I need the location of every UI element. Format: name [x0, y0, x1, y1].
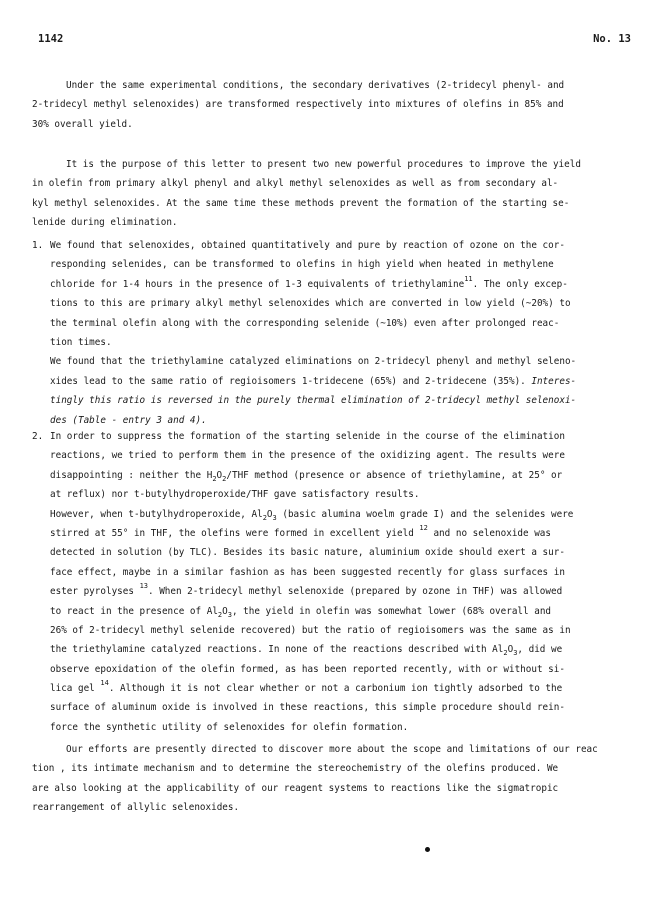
reference-superscript: 14 — [100, 679, 109, 688]
text-line: 26% of 2-tridecyl methyl selenide recovered) but the ratio of regioisomers was the same as in — [50, 624, 571, 636]
reference-superscript: 11 — [464, 274, 473, 283]
paragraph-secondary-derivatives — [32, 76, 640, 134]
text-line: observe epoxidation of the olefin formed, as has been reported recently, with or without si- — [50, 663, 565, 675]
text-line: tions to this are primary alkyl methyl selenoxides which are converted in low yield (~20%) to — [50, 298, 571, 310]
item-number: 1. — [32, 240, 44, 251]
reference-superscript: 13 — [139, 582, 148, 591]
text-line: It is the purpose of this letter to present two new powerful procedures to improve the yield — [66, 159, 581, 170]
text-line: We found that the triethylamine catalyzed eliminations on 2-tridecyl phenyl and methyl seleno- — [50, 356, 577, 368]
text-line: tion , its intimate mechanism and to determine the stereochemistry of the olefins produced. We — [32, 763, 559, 775]
text-line: to react in the presence of $Al_2O_3$, the yield in olefin was somewhat lower (68% overall and — [50, 605, 552, 619]
text-line: We found that selenoxides, obtained quantitatively and pure by reaction of ozone on the cor- — [50, 240, 565, 251]
reference-superscript: 12 — [419, 523, 428, 532]
text-line: Under the same experimental conditions, the secondary derivatives (2-tridecyl phenyl- and — [66, 80, 565, 91]
text-line: des (Table - entry 3 and 4). — [50, 414, 207, 426]
text-line: in olefin from primary alkyl phenyl and alkyl methyl selenoxides as well as from secondary al- — [32, 178, 559, 190]
text-line: force the synthetic utility of selenoxides for olefin formation. — [50, 721, 409, 733]
text-line: However, when t-butylhydroperoxide, $Al_2O_3$ (basic alumina woelm grade I) and the selenides were — [50, 508, 574, 522]
text-line: face effect, maybe in a similar fashion as has been suggested recently for glass surfaces in — [50, 566, 565, 578]
numbered-item-1 — [32, 236, 640, 430]
paragraph-future-efforts — [32, 740, 640, 818]
paragraph-purpose — [32, 155, 640, 233]
issue-number: No. 13 — [593, 33, 631, 45]
page-number: 1142 — [38, 33, 64, 45]
text-line: tion times. — [50, 336, 112, 348]
text-line: disappointing : neither the $H_2O_2$/THF method (presence or absence of triethylamine, at 25° or — [50, 469, 563, 483]
text-line: at reflux) nor t-butylhydroperoxide/THF gave satisfactory results. — [50, 489, 420, 501]
text-line: stirred at 55° in THF, the olefins were formed in excellent yield $^{12}$ and no selenoxide was — [50, 523, 551, 539]
text-line: lenide during elimination. — [32, 217, 178, 229]
text-line: 2-tridecyl methyl selenoxides) are transformed respectively into mixtures of olefins in 85% and — [32, 99, 564, 111]
decorative-dot — [425, 847, 430, 852]
text-line: are also looking at the applicability of our reagent systems to reactions like the sigmatropic — [32, 782, 559, 794]
text-line: the triethylamine catalyzed reactions. In none of the reactions described with $Al_2O_3$, did we — [50, 644, 563, 658]
text-line: xides lead to the same ratio of regioisomers 1-tridecene (65%) and 2-tridecene (35%). Interes- — [50, 375, 577, 387]
text-line: detected in solution (by TLC). Besides its basic nature, aluminium oxide should exert a sur- — [50, 547, 565, 559]
text-line: kyl methyl selenoxides. At the same time these methods prevent the formation of the starting se- — [32, 197, 570, 209]
text-line: surface of aluminum oxide is involved in these reactions, this simple procedure should rein- — [50, 702, 565, 714]
text-line: lica gel $^{14}$. Although it is not clear whether or not a carbonium ion tightly adsorbed to the — [50, 679, 563, 695]
text-line: chloride for 1-4 hours in the presence of 1-3 equivalents of triethylamine$^{11}$. The only excep- — [50, 274, 568, 290]
text-line: responding selenides, can be transformed to olefins in high yield when heated in methylene — [50, 259, 554, 271]
numbered-item-2 — [32, 427, 640, 737]
text-line: reactions, we tried to perform them in the presence of the oxidizing agent. The results were — [50, 450, 565, 462]
text-line: In order to suppress the formation of the starting selenide in the course of the elimination — [50, 431, 565, 442]
text-line: 30% overall yield. — [32, 118, 133, 130]
text-line: rearrangement of allylic selenoxides. — [32, 802, 240, 814]
text-line: the terminal olefin along with the corresponding selenide (~10%) even after prolonged reac- — [50, 317, 560, 329]
item-number: 2. — [32, 431, 44, 442]
text-line: tingly this ratio is reversed in the purely thermal elimination of 2-tridecyl methyl selenoxi- — [50, 395, 577, 407]
text-line: ester pyrolyses $^{13}$. When 2-tridecyl methyl selenoxide (prepared by ozone in THF) was allowed — [50, 582, 563, 598]
text-line: Our efforts are presently directed to discover more about the scope and limitations of our reac — [66, 744, 598, 755]
